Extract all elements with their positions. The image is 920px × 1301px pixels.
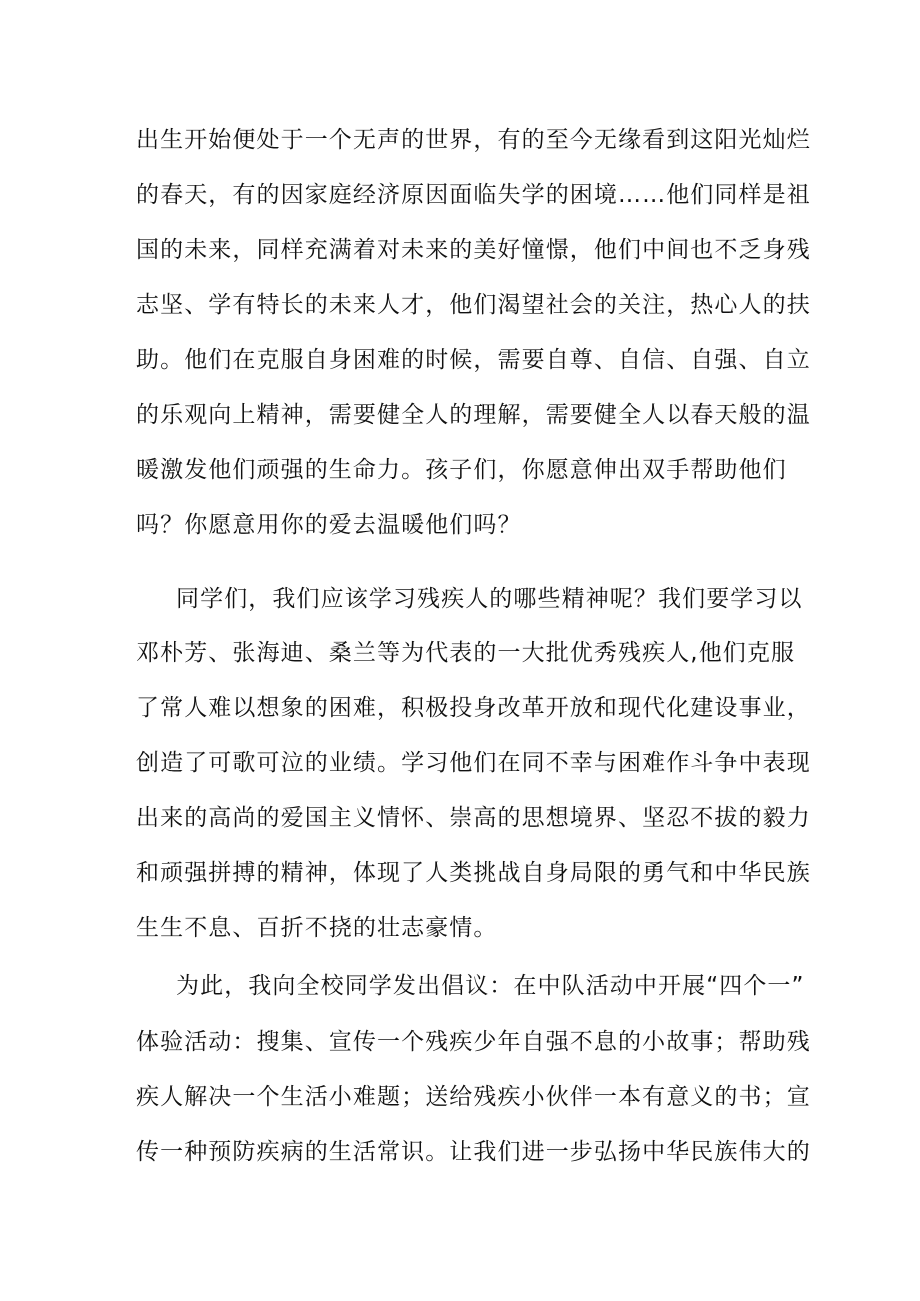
text-line: 为此，我向全校同学发出倡议：在中队活动中开展“四个一” <box>176 973 805 999</box>
text-line: 国的未来，同样充满着对未来的美好憧憬，他们中间也不乏身残 <box>136 237 811 263</box>
text-line: 创造了可歌可泣的业绩。学习他们在同不幸与困难作斗争中表现 <box>136 750 811 776</box>
text-line: 出生开始便处于一个无声的世界，有的至今无缘看到这阳光灿烂 <box>136 127 811 153</box>
text-line: 的春天，有的因家庭经济原因面临失学的困境……他们同样是祖 <box>136 182 811 208</box>
text-line: 吗？你愿意用你的爱去温暖他们吗？ <box>136 512 522 538</box>
text-line: 志坚、学有特长的未来人才，他们渴望社会的关注，热心人的扶 <box>136 292 811 318</box>
text-line: 出来的高尚的爱国主义情怀、崇高的思想境界、坚忍不拔的毅力 <box>136 805 811 831</box>
text-line: 体验活动：搜集、宣传一个残疾少年自强不息的小故事；帮助残 <box>136 1029 811 1055</box>
text-line: 了常人难以想象的困难，积极投身改革开放和现代化建设事业， <box>136 695 811 721</box>
text-line: 助。他们在克服自身困难的时候，需要自尊、自信、自强、自立 <box>136 347 811 373</box>
text-line: 同学们，我们应该学习残疾人的哪些精神呢？我们要学习以 <box>176 586 803 612</box>
text-line: 暖激发他们顽强的生命力。孩子们，你愿意伸出双手帮助他们 <box>136 457 787 483</box>
text-line: 邓朴芳、张海迪、桑兰等为代表的一大批优秀残疾人,他们克服 <box>136 640 796 666</box>
text-line: 传一种预防疾病的生活常识。让我们进一步弘扬中华民族伟大的 <box>136 1139 811 1165</box>
text-line: 疾人解决一个生活小难题；送给残疾小伙伴一本有意义的书；宣 <box>136 1084 811 1110</box>
text-line: 的乐观向上精神，需要健全人的理解，需要健全人以春天般的温 <box>136 402 811 428</box>
text-line: 和顽强拼搏的精神，体现了人类挑战自身局限的勇气和中华民族 <box>136 860 811 886</box>
text-line: 生生不息、百折不挠的壮志豪情。 <box>136 915 498 941</box>
